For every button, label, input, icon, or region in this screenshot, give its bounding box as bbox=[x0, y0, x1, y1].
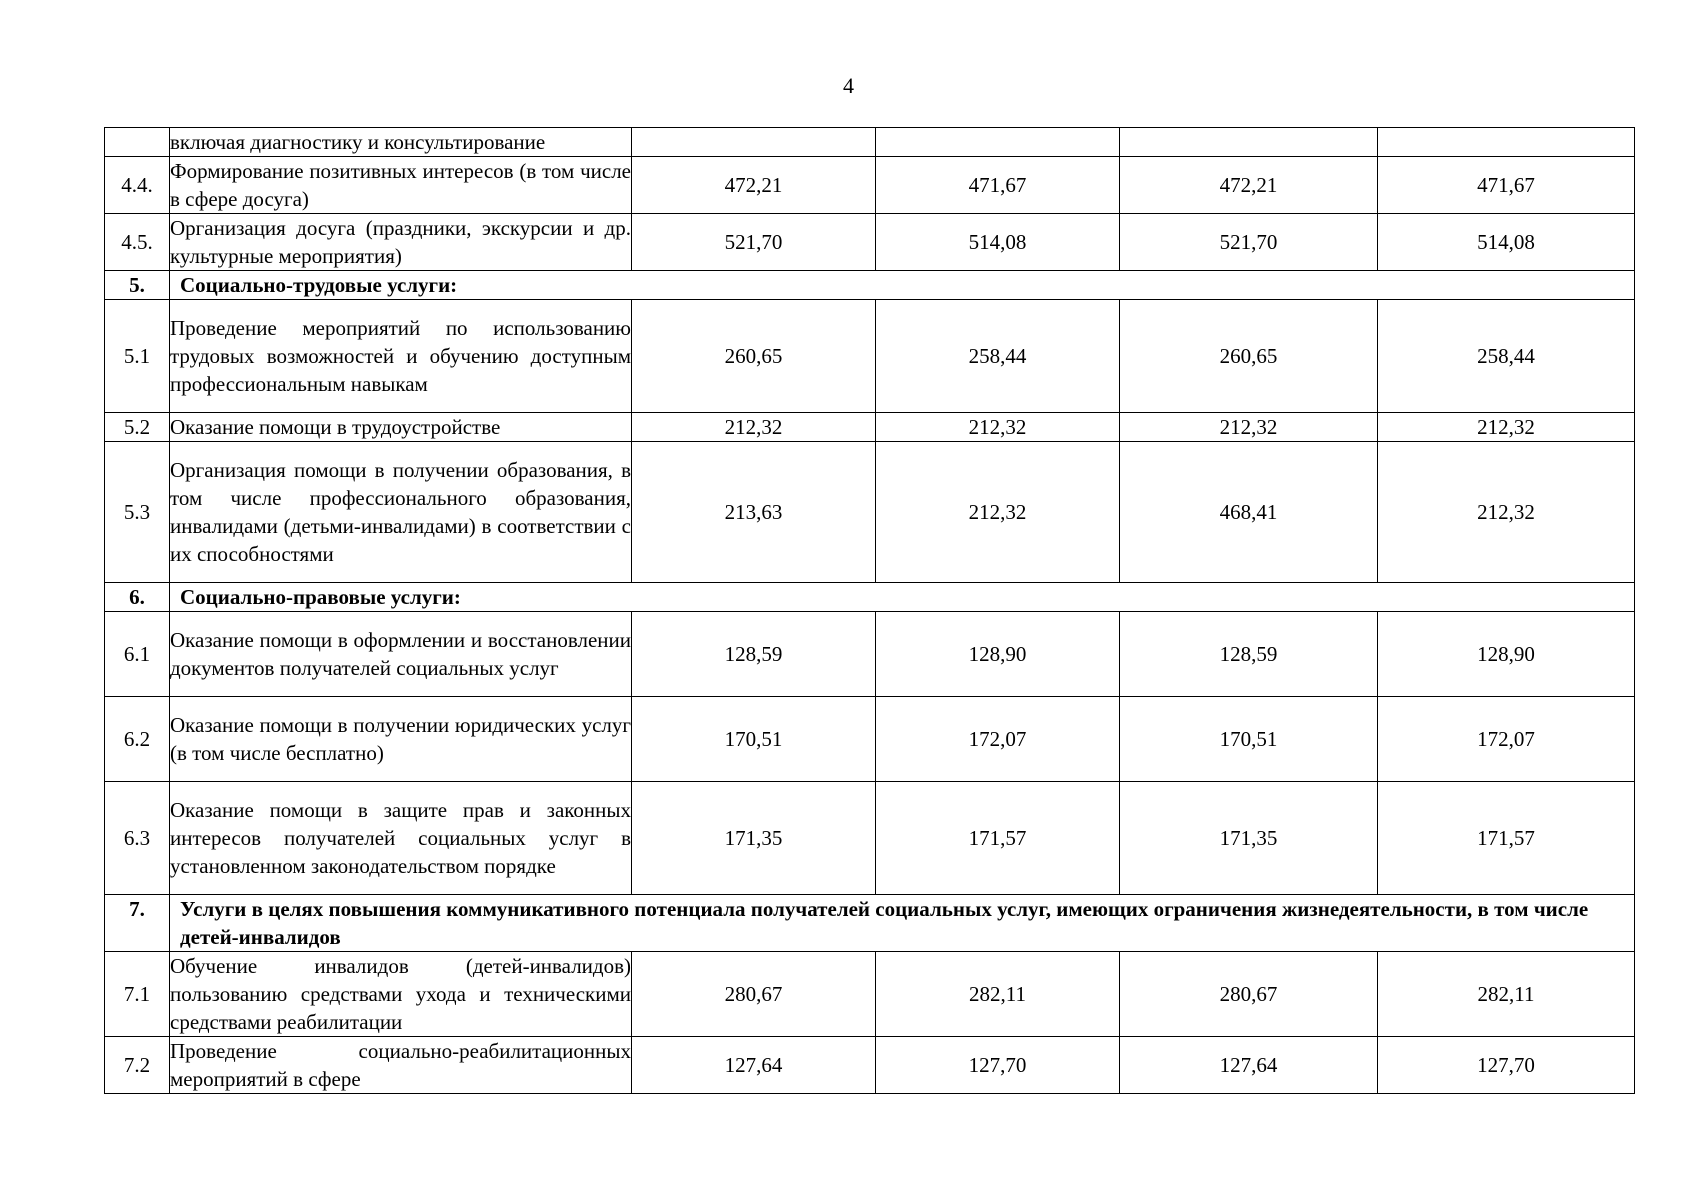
service-description: Оказание помощи в трудоустройстве bbox=[170, 413, 632, 442]
table-row bbox=[105, 128, 1635, 157]
tariff-value-3: 280,67 bbox=[1120, 952, 1378, 1037]
table-row bbox=[105, 1037, 1635, 1094]
item-number: 5.2 bbox=[105, 413, 170, 442]
tariff-value-2 bbox=[876, 128, 1120, 157]
tariff-value-1: 213,63 bbox=[632, 442, 876, 583]
tariff-value-2: 171,57 bbox=[876, 782, 1120, 895]
item-number: 7.1 bbox=[105, 952, 170, 1037]
tariff-value-3: 472,21 bbox=[1120, 157, 1378, 214]
tariff-value-3: 212,32 bbox=[1120, 413, 1378, 442]
service-description: Проведение социально-реабилитационных мероприятий в сфере bbox=[170, 1037, 632, 1094]
tariff-value-1: 260,65 bbox=[632, 300, 876, 413]
tariff-value-4: 212,32 bbox=[1378, 413, 1635, 442]
section-number: 5. bbox=[105, 271, 170, 300]
tariff-value-1: 128,59 bbox=[632, 612, 876, 697]
tariff-value-4: 171,57 bbox=[1378, 782, 1635, 895]
section-row bbox=[105, 895, 1635, 952]
tariff-value-3: 171,35 bbox=[1120, 782, 1378, 895]
tariff-value-1: 127,64 bbox=[632, 1037, 876, 1094]
tariff-value-2: 514,08 bbox=[876, 214, 1120, 271]
tariff-value-2: 258,44 bbox=[876, 300, 1120, 413]
service-description: Формирование позитивных интересов (в том числе в сфере досуга) bbox=[170, 157, 632, 214]
service-description: Организация досуга (праздники, экскурсии и др. культурные мероприятия) bbox=[170, 214, 632, 271]
tariff-value-1: 472,21 bbox=[632, 157, 876, 214]
tariff-value-2: 128,90 bbox=[876, 612, 1120, 697]
table-row bbox=[105, 214, 1635, 271]
item-number: 6.3 bbox=[105, 782, 170, 895]
tariff-value-3: 521,70 bbox=[1120, 214, 1378, 271]
section-title: Услуги в целях повышения коммуникативного потенциала получателей социальных услуг, имеющих ограничения жизнедеятельности, в том числе детей-инвалидов bbox=[170, 895, 1635, 952]
item-number: 4.4. bbox=[105, 157, 170, 214]
tariff-value-4: 127,70 bbox=[1378, 1037, 1635, 1094]
item-number: 5.3 bbox=[105, 442, 170, 583]
tariff-value-2: 172,07 bbox=[876, 697, 1120, 782]
service-description: включая диагностику и консультирование bbox=[170, 128, 632, 157]
tariff-value-1: 170,51 bbox=[632, 697, 876, 782]
tariff-value-2: 282,11 bbox=[876, 952, 1120, 1037]
table-row bbox=[105, 157, 1635, 214]
tariff-value-2: 127,70 bbox=[876, 1037, 1120, 1094]
tariff-value-3: 127,64 bbox=[1120, 1037, 1378, 1094]
tariff-value-4 bbox=[1378, 128, 1635, 157]
tariff-value-4: 128,90 bbox=[1378, 612, 1635, 697]
table-row bbox=[105, 952, 1635, 1037]
table-row bbox=[105, 413, 1635, 442]
table-row bbox=[105, 442, 1635, 583]
tariff-value-1 bbox=[632, 128, 876, 157]
tariff-value-4: 282,11 bbox=[1378, 952, 1635, 1037]
table-row bbox=[105, 782, 1635, 895]
tariff-value-1: 212,32 bbox=[632, 413, 876, 442]
service-description: Оказание помощи в оформлении и восстановлении документов получателей социальных услуг bbox=[170, 612, 632, 697]
tariff-table bbox=[104, 127, 1635, 1094]
service-description: Организация помощи в получении образования, в том числе профессионального образования, инвалидами (детьми-инвалидами) в соответствии с их способностями bbox=[170, 442, 632, 583]
item-number: 7.2 bbox=[105, 1037, 170, 1094]
table-row bbox=[105, 300, 1635, 413]
table-row bbox=[105, 612, 1635, 697]
service-description: Оказание помощи в получении юридических услуг (в том числе бесплатно) bbox=[170, 697, 632, 782]
tariff-value-4: 471,67 bbox=[1378, 157, 1635, 214]
item-number: 6.1 bbox=[105, 612, 170, 697]
table-row bbox=[105, 697, 1635, 782]
service-description: Обучение инвалидов (детей-инвалидов) пользованию средствами ухода и техническими средствами реабилитации bbox=[170, 952, 632, 1037]
tariff-value-1: 280,67 bbox=[632, 952, 876, 1037]
tariff-value-1: 171,35 bbox=[632, 782, 876, 895]
tariff-value-3: 170,51 bbox=[1120, 697, 1378, 782]
item-number: 5.1 bbox=[105, 300, 170, 413]
section-row bbox=[105, 271, 1635, 300]
tariff-value-4: 172,07 bbox=[1378, 697, 1635, 782]
section-row bbox=[105, 583, 1635, 612]
service-description: Проведение мероприятий по использованию трудовых возможностей и обучению доступным профессиональным навыкам bbox=[170, 300, 632, 413]
tariff-value-4: 514,08 bbox=[1378, 214, 1635, 271]
tariff-value-3: 468,41 bbox=[1120, 442, 1378, 583]
section-number: 7. bbox=[105, 895, 170, 952]
tariff-value-4: 212,32 bbox=[1378, 442, 1635, 583]
tariff-value-3 bbox=[1120, 128, 1378, 157]
tariff-value-3: 260,65 bbox=[1120, 300, 1378, 413]
section-title: Социально-правовые услуги: bbox=[170, 583, 1635, 612]
tariff-value-4: 258,44 bbox=[1378, 300, 1635, 413]
section-number: 6. bbox=[105, 583, 170, 612]
item-number: 4.5. bbox=[105, 214, 170, 271]
item-number bbox=[105, 128, 170, 157]
tariff-value-2: 471,67 bbox=[876, 157, 1120, 214]
item-number: 6.2 bbox=[105, 697, 170, 782]
tariff-value-2: 212,32 bbox=[876, 413, 1120, 442]
page-number: 4 bbox=[843, 73, 854, 98]
tariff-value-1: 521,70 bbox=[632, 214, 876, 271]
section-title: Социально-трудовые услуги: bbox=[170, 271, 1635, 300]
service-description: Оказание помощи в защите прав и законных интересов получателей социальных услуг в установленном законодательством порядке bbox=[170, 782, 632, 895]
tariff-value-3: 128,59 bbox=[1120, 612, 1378, 697]
tariff-value-2: 212,32 bbox=[876, 442, 1120, 583]
